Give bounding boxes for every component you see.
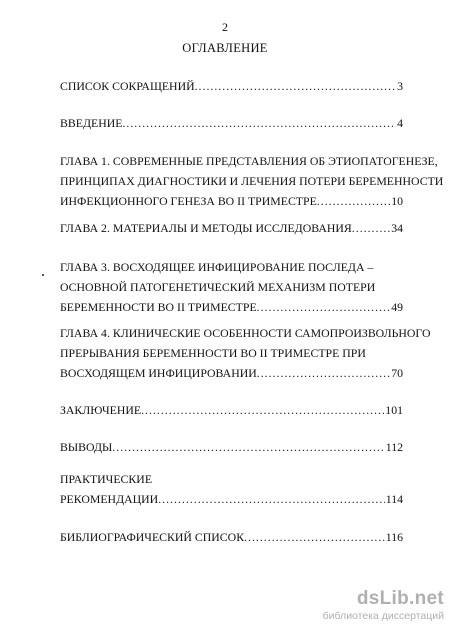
toc-entry-label: ГЛАВА 4. КЛИНИЧЕСКИЕ ОСОБЕННОСТИ САМОПРОИЗВОЛЬНОГО [60,326,431,340]
toc-page-number: 112 [385,440,403,454]
watermark-subtitle: библиотека диссертаций [322,610,444,622]
toc-entry-label: ВВЕДЕНИЕ [60,116,123,130]
toc-entry-label: ВОСХОДЯЩЕМ ИНФИЦИРОВАНИИ [60,366,257,380]
toc-page-number: 116 [385,530,403,544]
dot-leader [244,527,385,547]
toc-entry-label: ОСНОВНОЙ ПАТОГЕНЕТИЧЕСКИЙ МЕХАНИЗМ ПОТЕРИ [60,280,376,294]
toc-entry-label: СПИСОК СОКРАЩЕНИЙ [60,79,195,93]
toc-entry-label: БЕРЕМЕННОСТИ ВО II ТРИМЕСТРЕ [60,300,257,314]
toc-page-number: 70 [391,366,403,380]
toc-page-number: 3 [397,79,403,93]
toc-entry-chapter-4[interactable] [60,323,431,383]
toc-page-number: 4 [397,116,403,130]
dot-leader [257,363,390,383]
toc-entry-conclusion[interactable] [60,400,403,420]
dot-leader [112,437,384,457]
dot-leader [317,191,390,211]
toc-entry-label: ГЛАВА 3. ВОСХОДЯЩЕЕ ИНФИЦИРОВАНИЕ ПОСЛЕДА – [60,260,374,274]
toc-entry-recommendations[interactable] [60,469,403,509]
toc-entry-label: ПРЕРЫВАНИЯ БЕРЕМЕННОСТИ ВО II ТРИМЕСТРЕ ПРИ [60,346,366,360]
toc-entry-label: ПРАКТИЧЕСКИЕ [60,472,153,486]
scan-speck [42,274,44,276]
toc-entry-chapter-1[interactable] [60,151,444,211]
toc-entry-label: ГЛАВА 1. СОВРЕМЕННЫЕ ПРЕДСТАВЛЕНИЯ ОБ ЭТИОПАТОГЕНЕЗЕ, [60,154,438,168]
watermark [319,588,444,628]
toc-entry-label: ЗАКЛЮЧЕНИЕ [60,403,142,417]
page-number: 2 [222,20,228,34]
toc-entry-label: ПРИНЦИПАХ ДИАГНОСТИКИ И ЛЕЧЕНИЯ ПОТЕРИ БЕРЕМЕННОСТИ [60,174,444,188]
toc-entry-label: ИНФЕКЦИОННОГО ГЕНЕЗА ВО II ТРИМЕСТРЕ [60,194,317,208]
toc-entry-label: РЕКОМЕНДАЦИИ [60,492,159,506]
toc-entry-introduction[interactable] [60,113,403,133]
dot-leader [141,400,384,420]
toc-page-number: 34 [391,221,403,235]
toc-page-number: 49 [391,300,403,314]
toc-entry-label: БИБЛИОГРАФИЧЕСКИЙ СПИСОК [60,530,245,544]
toc-entry-label: ГЛАВА 2. МАТЕРИАЛЫ И МЕТОДЫ ИССЛЕДОВАНИЯ [60,221,352,235]
dot-leader [257,297,391,317]
toc-entry-label: ВЫВОДЫ [60,440,113,454]
page-title: ОГЛАВЛЕНИЕ [182,41,268,55]
toc-entry-bibliography[interactable] [60,527,403,547]
watermark-logo: dsLib.net [356,588,444,609]
toc-page-number: 10 [391,194,403,208]
dot-leader [352,218,390,238]
dot-leader [122,113,396,133]
toc-entry-abbreviations[interactable] [60,76,403,96]
toc-entry-findings[interactable] [60,437,403,457]
toc-page-number: 114 [385,492,403,506]
toc-entry-chapter-2[interactable] [60,218,403,238]
toc-entry-chapter-3[interactable] [60,257,403,317]
dot-leader [195,76,396,96]
dot-leader [158,489,385,509]
toc-page-number: 101 [385,403,403,417]
